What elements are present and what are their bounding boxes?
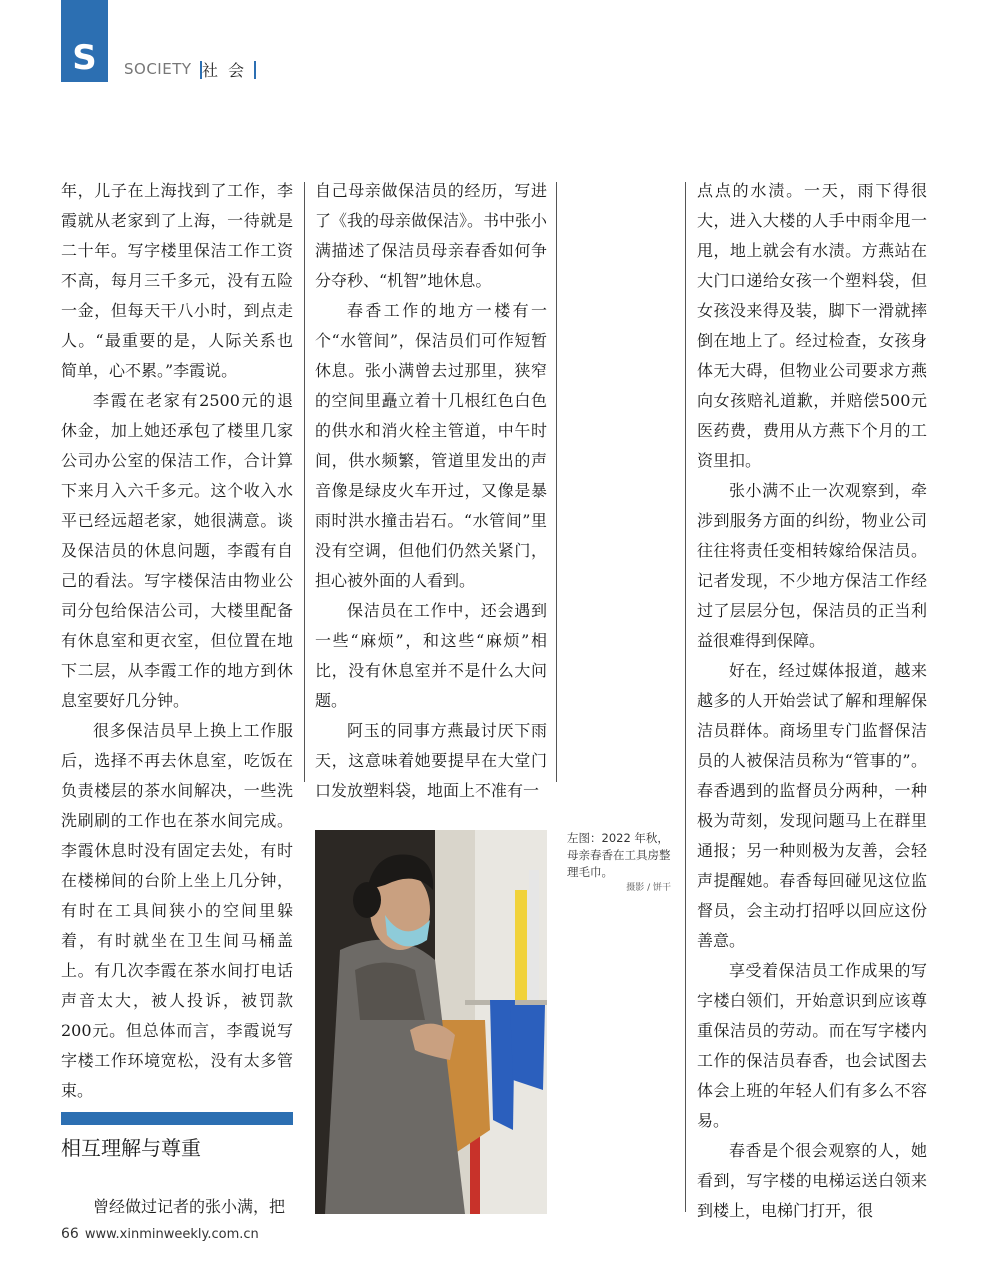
section-name-cn: 社会 <box>202 61 255 80</box>
paragraph: 李霞在老家有2500元的退休金，加上她还承包了楼里几家公司办公室的保洁工作，合计算下来月入六千多元。这个收入水平已经远超老家，她很满意。谈及保洁员的休息问题，李霞有自己的看法。写字楼保洁由物业公司分包给保洁公司，大楼里配备有休息室和更衣室，但位置在地下二层，从李霞工作的地方到休息室要好几分钟。 <box>61 391 293 710</box>
paragraph: 点点的水渍。一天，雨下得很大，进入大楼的人手中雨伞甩一甩，地上就会有水渍。方燕站在大门口递给女孩一个塑料袋，但女孩没来得及装，脚下一滑就摔倒在地上了。经过检查，女孩身体无大碍，但物业公司要求方燕向女孩赔礼道歉，并赔偿500元医药费，费用从方燕下个月的工资里扣。 <box>697 181 927 470</box>
photo-credit: 摄影 / 饼干 <box>626 883 671 893</box>
column-divider <box>304 182 305 782</box>
paragraph: 春香是个很会观察的人，她看到，写字楼的电梯运送白领来到楼上，电梯门打开，很 <box>697 1141 927 1220</box>
article-column-2 <box>315 176 547 806</box>
paragraph: 阿玉的同事方燕最讨厌下雨天，这意味着她要提早在大堂门口发放塑料袋，地面上不准有一 <box>315 721 547 800</box>
divider-bar-right <box>254 61 256 79</box>
paragraph: 很多保洁员早上换上工作服后，选择不再去休息室，吃饭在负责楼层的茶水间解决，一些洗洗刷刷的工作也在茶水间完成。李霞休息时没有固定去处，有时在楼梯间的台阶上坐上几分钟，有时在工具间狭小的空间里躲着，有时就坐在卫生间马桶盖上。有几次李霞在茶水间打电话声音太大，被人投诉，被罚款200元。但总体而言，李霞说写字楼工作环境宽松，没有太多管束。 <box>61 721 293 1100</box>
section-letter: S <box>72 38 97 78</box>
section-name-cn-wrap <box>200 58 256 81</box>
paragraph: 年，儿子在上海找到了工作，李霞就从老家到了上海，一待就是二十年。写字楼里保洁工作工资不高，每月三千多元，没有五险一金，但每天干八小时，到点走人。“最重要的是，人际关系也简单，心不累。”李霞说。 <box>61 181 293 380</box>
paragraph: 好在，经过媒体报道，越来越多的人开始尝试了解和理解保洁员群体。商场里专门监督保洁员的人被保洁员称为“管事的”。春香遇到的监督员分两种，一种极为苛刻，发现问题马上在群里通报；另一种则极为友善，会轻声提醒她。春香每回碰见这位监督员，会主动打招呼以回应这份善意。 <box>697 661 927 950</box>
article-column-1 <box>61 176 293 1106</box>
article-photo <box>315 830 547 1214</box>
section-first-paragraph <box>61 1192 293 1222</box>
section-heading-bar <box>61 1112 293 1125</box>
photo-caption: 左图：2022 年秋，母亲春香在工具房整理毛巾。 <box>567 831 671 879</box>
paragraph: 自己母亲做保洁员的经历，写进了《我的母亲做保洁》。书中张小满描述了保洁员母亲春香如何争分夺秒、“机智”地休息。 <box>315 181 548 290</box>
page-footer <box>61 1226 259 1242</box>
column-divider <box>556 182 557 782</box>
paragraph: 张小满不止一次观察到，牵涉到服务方面的纠纷，物业公司往往将责任变相转嫁给保洁员。记者发现，不少地方保洁工作经过了层层分包，保洁员的正当利益很难得到保障。 <box>697 481 927 650</box>
paragraph: 曾经做过记者的张小满，把 <box>93 1197 286 1216</box>
paragraph: 保洁员在工作中，还会遇到一些“麻烦”，和这些“麻烦”相比，没有休息室并不是什么大问题。 <box>315 601 547 710</box>
page-number: 66 <box>61 1226 79 1242</box>
article-column-3 <box>697 176 927 1226</box>
section-name-en: SOCIETY <box>124 60 192 78</box>
website-url: www.xinminweekly.com.cn <box>84 1227 259 1242</box>
photo-illustration <box>315 830 547 1214</box>
paragraph: 享受着保洁员工作成果的写字楼白领们，开始意识到应该尊重保洁员的劳动。而在写字楼内工作的保洁员春香，也会试图去体会上班的年轻人们有多么不容易。 <box>697 961 927 1130</box>
paragraph: 春香工作的地方一楼有一个“水管间”，保洁员们可作短暂休息。张小满曾去过那里，狭窄的空间里矗立着十几根红色白色的供水和消火栓主管道，中午时间，供水频繁，管道里发出的声音像是绿皮火车开过，又像是暴雨时洪水撞击岩石。“水管间”里没有空调，但他们仍然关紧门，担心被外面的人看到。 <box>315 301 547 590</box>
section-badge <box>61 0 108 82</box>
column-divider <box>685 182 686 1212</box>
section-heading: 相互理解与尊重 <box>61 1136 201 1160</box>
